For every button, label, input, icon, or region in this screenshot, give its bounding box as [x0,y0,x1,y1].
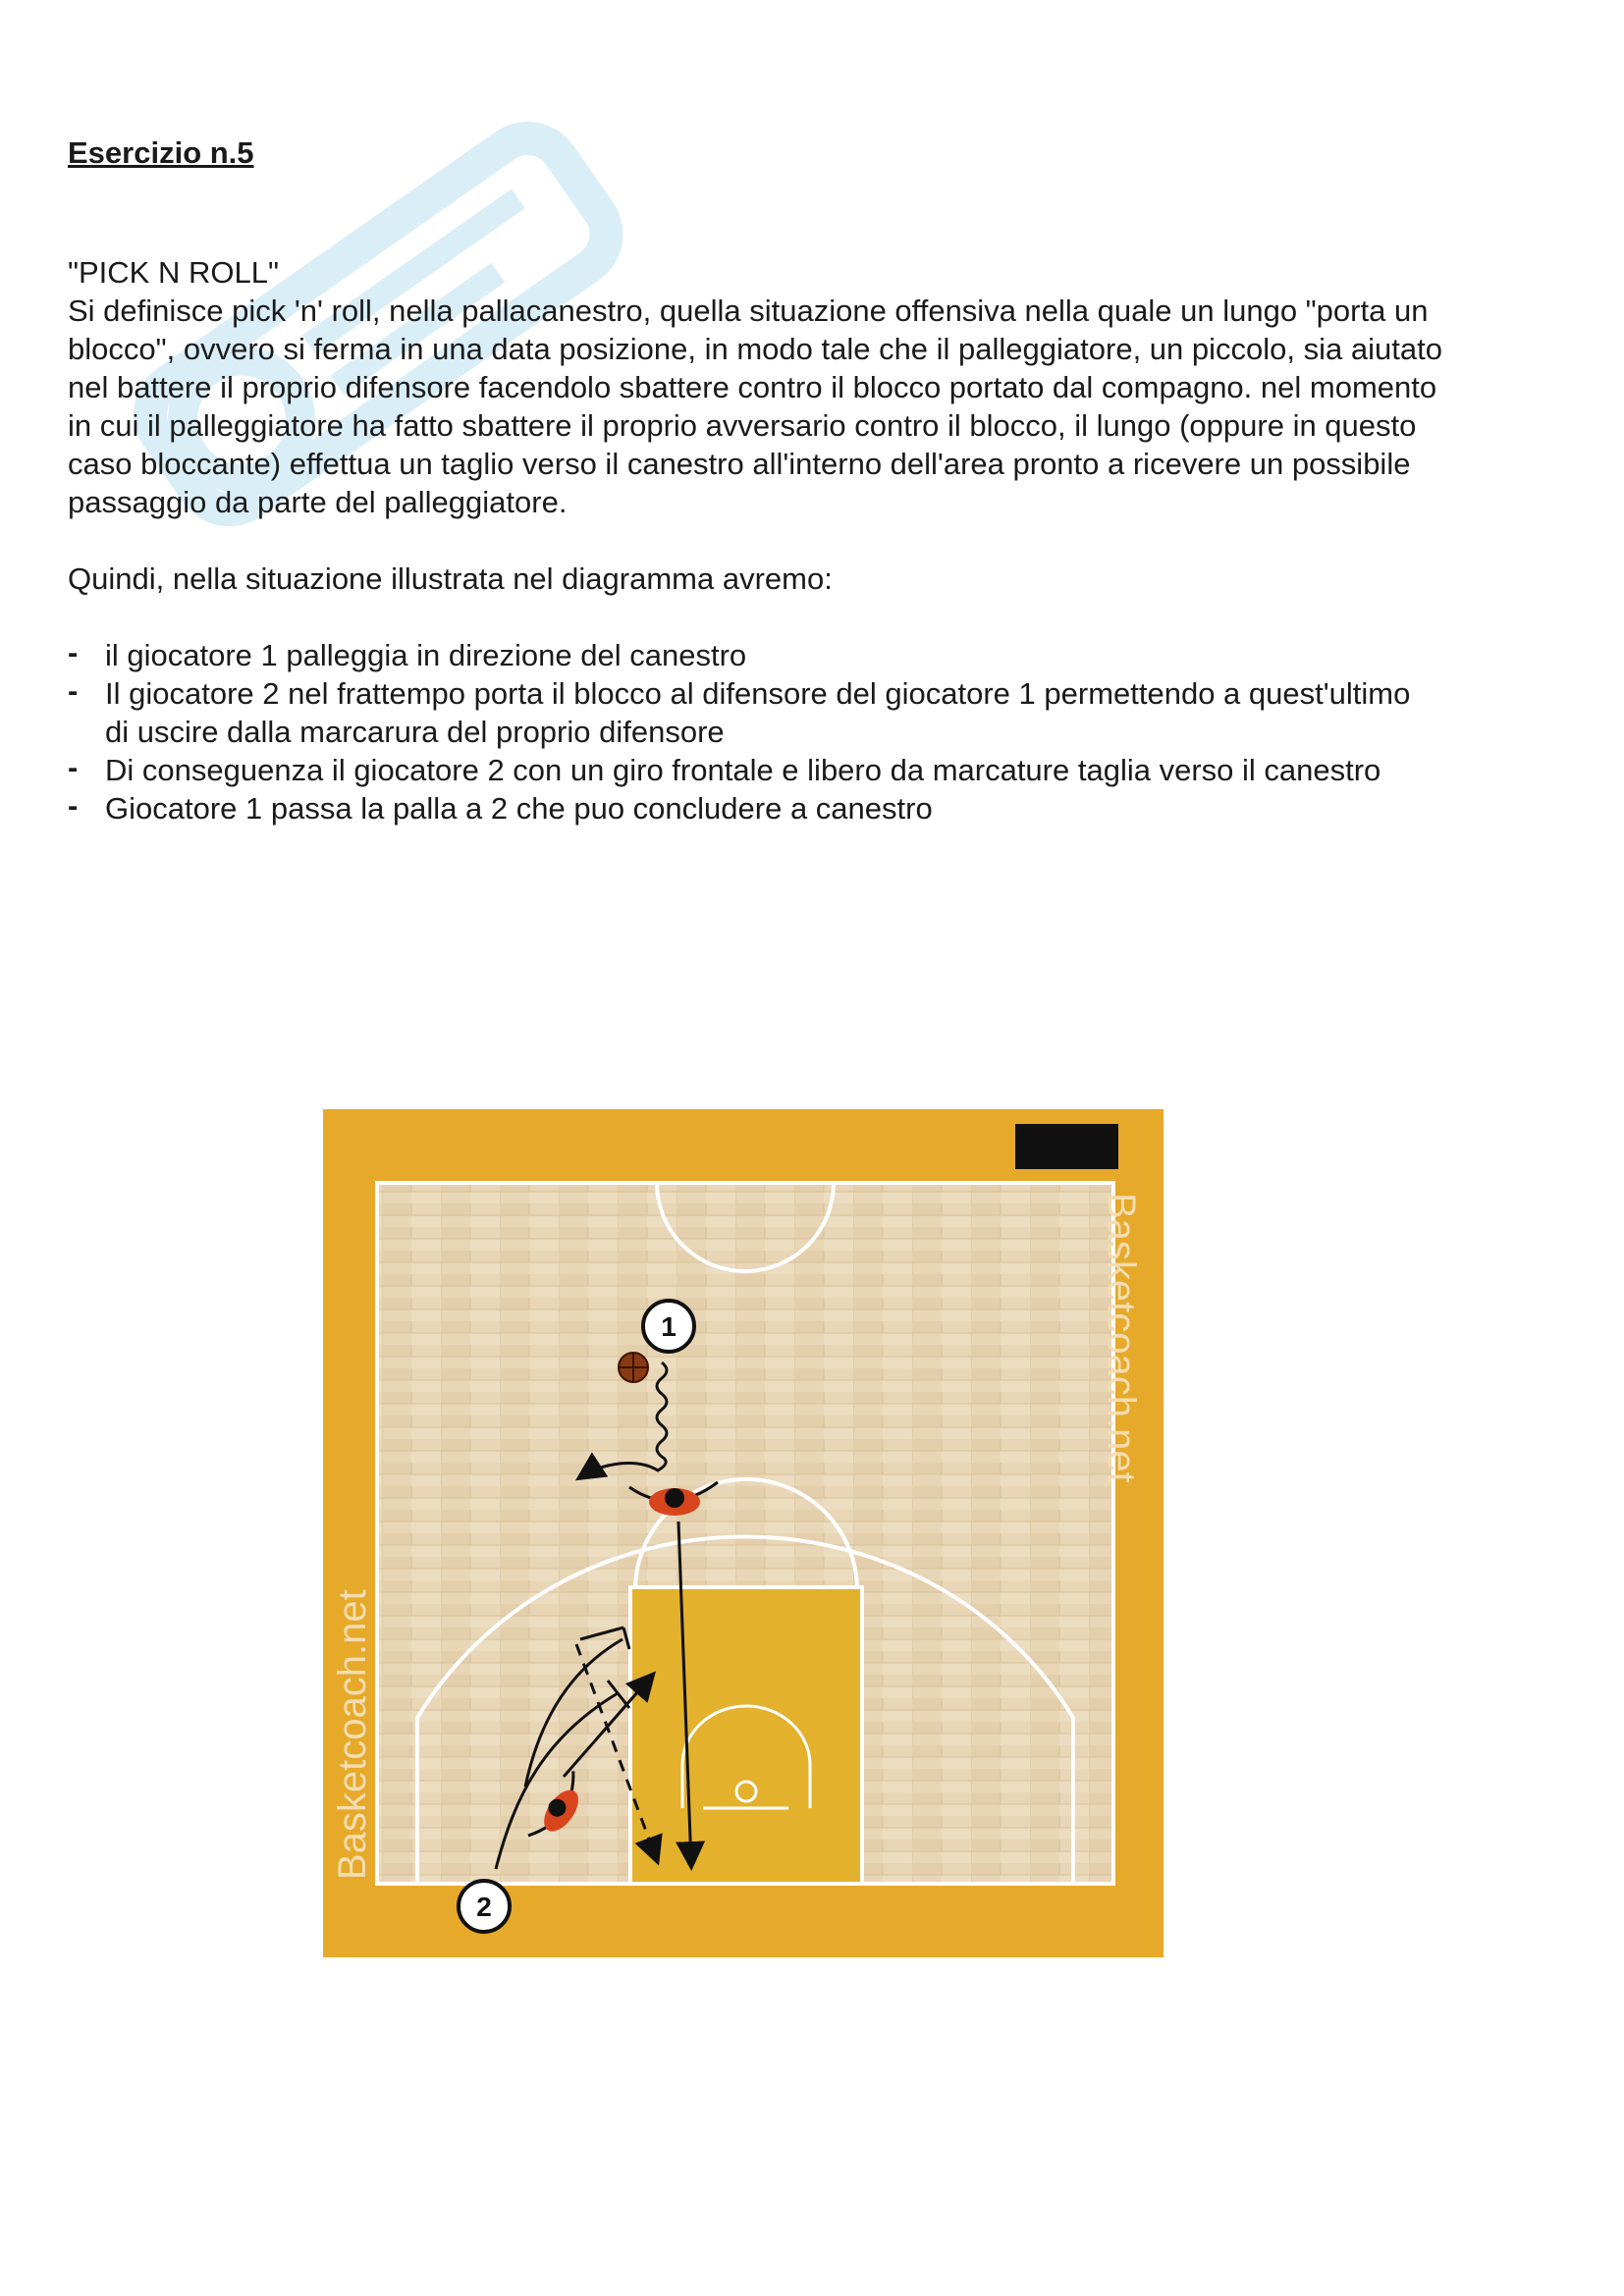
scoreboard-box [1015,1124,1118,1169]
lead-paragraph: Quindi, nella situazione illustrata nel diagramma avremo: [68,561,833,596]
intro-paragraph: Si definisce pick 'n' roll, nella pallacanestro, quella situazione offensiva nella quale un lungo "porta un blocco", ovvero si ferma in una data posizione, in modo tale che il palleggiatore, un piccolo, sia aiutato nel battere il proprio difensore facendolo sbattere contro il blocco portato dal compagno. nel momento in cui il palleggiatore ha fatto sbattere il proprio avversario contro il blocco, il lungo (oppure in questo caso bloccante) effettua un taglio verso il canestro all'interno dell'area pronto a ricevere un possibile passaggio da parte del palleggiatore. [68,294,1442,519]
bullet-dash: - [68,750,79,784]
court-diagram [323,1109,1164,1957]
player-1-label: 1 [661,1311,677,1342]
bullet-dash: - [68,788,79,823]
list-item-text: Di conseguenza il giocatore 2 con un giro frontale e libero da marcature taglia verso il canestro [105,753,1381,787]
brand-watermark-right: Basketcoach.net [1100,1193,1143,1483]
section-subtitle: "PICK N ROLL" [68,255,279,290]
player-2-label: 2 [476,1892,492,1922]
document-body [68,253,1442,828]
list-item [68,751,1442,789]
steps-list [68,636,1442,828]
list-item [68,674,1442,751]
player-2-marker [459,1881,510,1932]
basketball-icon [619,1353,648,1382]
brand-watermark-left: Basketcoach.net [331,1589,374,1880]
bullet-dash: - [68,635,79,669]
player-1-marker [643,1301,694,1352]
list-item-text: Giocatore 1 passa la palla a 2 che puo concludere a canestro [105,791,933,826]
list-item-text: il giocatore 1 palleggia in direzione del canestro [105,638,747,672]
list-item-text: Il giocatore 2 nel frattempo porta il blocco al difensore del giocatore 1 permettendo a quest'ultimo di uscire dalla marcarura del proprio difensore [105,676,1411,749]
paint-area [630,1587,862,1884]
bullet-dash: - [68,673,79,708]
page-title: Esercizio n.5 [68,135,254,170]
list-item [68,636,1442,674]
list-item [68,789,1442,828]
